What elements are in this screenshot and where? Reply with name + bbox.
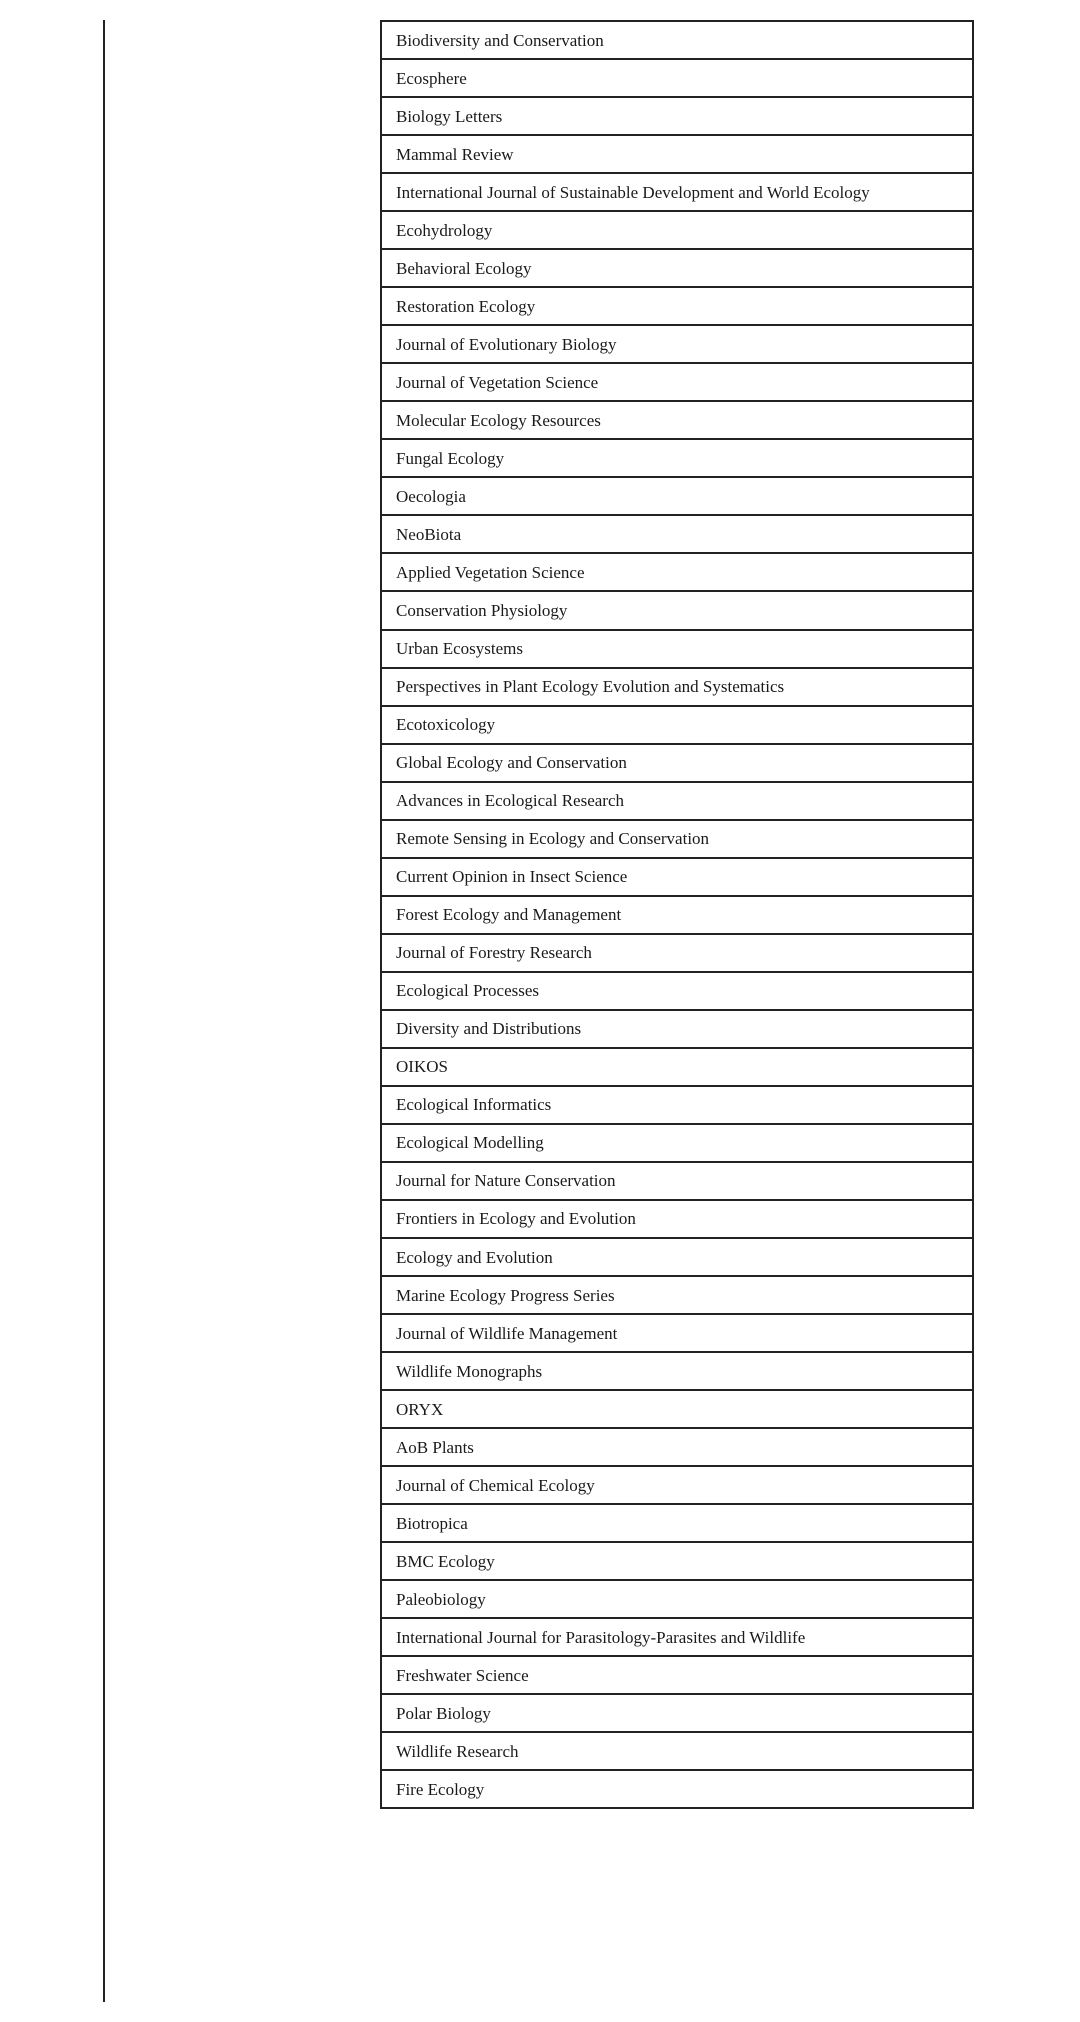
table-row [381, 934, 973, 972]
journal-name-cell: Conservation Physiology [381, 591, 973, 629]
table-row [381, 477, 973, 515]
table-row [381, 21, 973, 59]
journal-name-cell: Applied Vegetation Science [381, 553, 973, 591]
table-row [381, 1694, 973, 1732]
table-row [381, 820, 973, 858]
journal-table-body [381, 21, 973, 1808]
table-row [381, 591, 973, 629]
journal-name-cell: Journal of Chemical Ecology [381, 1466, 973, 1504]
table-row [381, 1314, 973, 1352]
table-row [381, 1618, 973, 1656]
journal-name-cell: Global Ecology and Conservation [381, 744, 973, 782]
journal-name-cell: Ecotoxicology [381, 706, 973, 744]
journal-name-cell: Oecologia [381, 477, 973, 515]
table-row [381, 668, 973, 706]
journal-name-cell: Polar Biology [381, 1694, 973, 1732]
table-row [381, 553, 973, 591]
journal-name-cell: Mammal Review [381, 135, 973, 173]
table-row [381, 401, 973, 439]
table-row [381, 515, 973, 553]
table-row [381, 1428, 973, 1466]
table-row [381, 173, 973, 211]
journal-name-cell: Paleobiology [381, 1580, 973, 1618]
table-row [381, 782, 973, 820]
table-row [381, 1010, 973, 1048]
journal-name-cell: Perspectives in Plant Ecology Evolution and Systematics [381, 668, 973, 706]
table-row [381, 1200, 973, 1238]
journal-name-cell: Behavioral Ecology [381, 249, 973, 287]
journal-name-cell: Fire Ecology [381, 1770, 973, 1808]
journal-name-cell: Forest Ecology and Management [381, 896, 973, 934]
table-row [381, 1504, 973, 1542]
journal-name-cell: Wildlife Research [381, 1732, 973, 1770]
journal-name-cell: Diversity and Distributions [381, 1010, 973, 1048]
table-row [381, 325, 973, 363]
journal-name-cell: Advances in Ecological Research [381, 782, 973, 820]
table-row [381, 211, 973, 249]
left-margin-rule [103, 20, 105, 2002]
table-row [381, 1542, 973, 1580]
journal-name-cell: Biodiversity and Conservation [381, 21, 973, 59]
table-row [381, 249, 973, 287]
journal-name-cell: International Journal for Parasitology-Parasites and Wildlife [381, 1618, 973, 1656]
journal-name-cell: NeoBiota [381, 515, 973, 553]
table-row [381, 1352, 973, 1390]
journal-name-cell: Journal of Wildlife Management [381, 1314, 973, 1352]
journal-name-cell: Journal of Vegetation Science [381, 363, 973, 401]
journal-name-cell: Ecosphere [381, 59, 973, 97]
journal-name-cell: BMC Ecology [381, 1542, 973, 1580]
journal-name-cell: ORYX [381, 1390, 973, 1428]
table-row [381, 1580, 973, 1618]
journal-table [380, 20, 974, 1809]
journal-name-cell: Frontiers in Ecology and Evolution [381, 1200, 973, 1238]
table-row [381, 287, 973, 325]
journal-name-cell: OIKOS [381, 1048, 973, 1086]
journal-name-cell: AoB Plants [381, 1428, 973, 1466]
journal-name-cell: Current Opinion in Insect Science [381, 858, 973, 896]
journal-name-cell: Ecological Informatics [381, 1086, 973, 1124]
table-row [381, 363, 973, 401]
journal-name-cell: Biotropica [381, 1504, 973, 1542]
journal-name-cell: Fungal Ecology [381, 439, 973, 477]
table-row [381, 1238, 973, 1276]
table-row [381, 1732, 973, 1770]
table-row [381, 972, 973, 1010]
table-row [381, 1124, 973, 1162]
journal-name-cell: Ecological Modelling [381, 1124, 973, 1162]
table-row [381, 439, 973, 477]
table-row [381, 1466, 973, 1504]
journal-name-cell: Journal of Forestry Research [381, 934, 973, 972]
table-row [381, 135, 973, 173]
table-row [381, 896, 973, 934]
journal-name-cell: International Journal of Sustainable Development and World Ecology [381, 173, 973, 211]
journal-name-cell: Ecology and Evolution [381, 1238, 973, 1276]
table-row [381, 630, 973, 668]
table-row [381, 1276, 973, 1314]
journal-name-cell: Marine Ecology Progress Series [381, 1276, 973, 1314]
table-row [381, 858, 973, 896]
journal-name-cell: Ecohydrology [381, 211, 973, 249]
table-row [381, 1162, 973, 1200]
journal-name-cell: Restoration Ecology [381, 287, 973, 325]
journal-name-cell: Molecular Ecology Resources [381, 401, 973, 439]
table-row [381, 1390, 973, 1428]
table-row [381, 1656, 973, 1694]
table-row [381, 59, 973, 97]
table-row [381, 744, 973, 782]
journal-name-cell: Wildlife Monographs [381, 1352, 973, 1390]
journal-name-cell: Journal for Nature Conservation [381, 1162, 973, 1200]
table-row [381, 706, 973, 744]
journal-name-cell: Urban Ecosystems [381, 630, 973, 668]
journal-name-cell: Biology Letters [381, 97, 973, 135]
table-row [381, 1086, 973, 1124]
journal-name-cell: Remote Sensing in Ecology and Conservation [381, 820, 973, 858]
journal-name-cell: Freshwater Science [381, 1656, 973, 1694]
journal-name-cell: Ecological Processes [381, 972, 973, 1010]
table-row [381, 1770, 973, 1808]
table-row [381, 1048, 973, 1086]
journal-name-cell: Journal of Evolutionary Biology [381, 325, 973, 363]
table-row [381, 97, 973, 135]
